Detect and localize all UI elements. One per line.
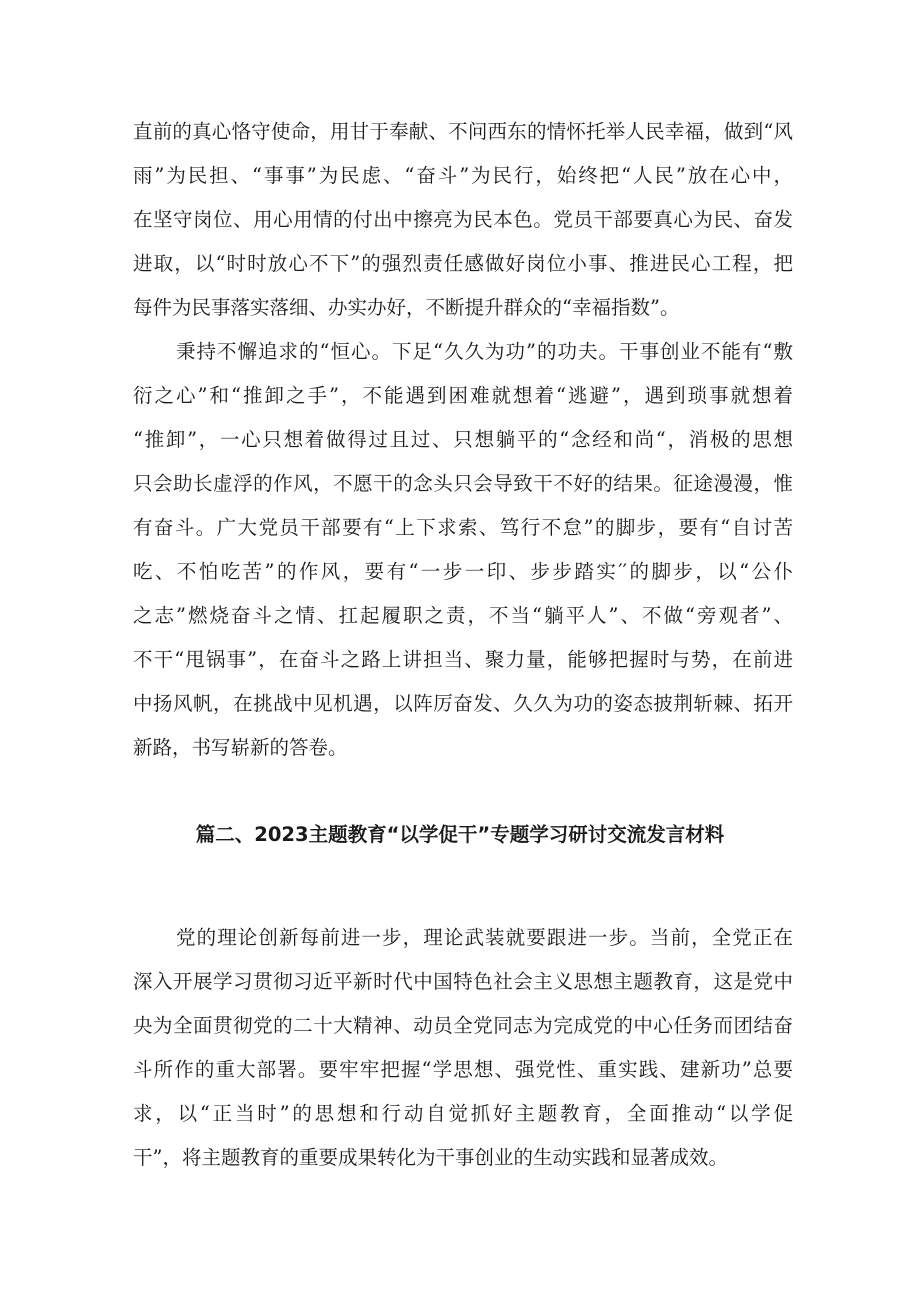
paragraph-line: 每件为民事落实落细、办实办好，不断提升群众的“幸福指数”。: [133, 296, 680, 319]
paragraph-line: 有奋斗。广大党员干部要有“上下求索、笃行不怠”的脚步，要有“自讨苦: [133, 516, 793, 539]
section-heading: 篇二、2023主题教育“以学促干”专题学习研讨交流发言材料: [195, 823, 725, 846]
paragraph-line: 深入开展学习贯彻习近平新时代中国特色社会主义思想主题教育，这是党中: [133, 970, 793, 993]
paragraph-line: 衍之心”和“推卸之手”，不能遇到困难就想着“逃避”，遇到琐事就想着: [133, 384, 793, 407]
paragraph-line: 在坚守岗位、用心用情的付出中擦亮为民本色。党员干部要真心为民、奋发: [133, 208, 793, 231]
paragraph-line: 斗所作的重大部署。要牢牢把握“学思想、强党性、重实践、建新功”总要: [133, 1058, 793, 1081]
paragraph-line: 进取，以“时时放心不下”的强烈责任感做好岗位小事、推进民心工程，把: [133, 252, 793, 275]
paragraph-line: 央为全面贯彻党的二十大精神、动员全党同志为完成党的中心任务而团结奋: [133, 1014, 793, 1037]
paragraph-line: “推卸”，一心只想着做得过且过、只想躺平的“念经和尚“，消极的思想: [133, 428, 793, 451]
paragraph-line: 吃、不怕吃苦”的作风，要有“一步一印、步步踏实′′的脚步，以“公仆: [133, 560, 793, 583]
paragraph-line: 求，以“正当时”的思想和行动自觉抓好主题教育，全面推动“以学促: [133, 1102, 793, 1125]
paragraph-line: 雨”为民担、“事事”为民虑、“奋斗”为民行，始终把“人民”放在心中，: [133, 164, 793, 187]
paragraph-line: 新路，书写崭新的答卷。: [133, 736, 348, 759]
paragraph-line: 只会助长虚浮的作风，不愿干的念头只会导致干不好的结果。征途漫漫，惟: [133, 472, 793, 495]
paragraph-line: 不干“甩锅事”，在奋斗之路上讲担当、聚力量，能够把握时与势，在前进: [133, 648, 793, 671]
paragraph-line: 之志”燃烧奋斗之情、扛起履职之责，不当“躺平人”、不做“旁观者”、: [133, 604, 793, 627]
paragraph-line: 干”，将主题教育的重要成果转化为干事创业的生动实践和显著成效。: [133, 1146, 728, 1169]
paragraph-line: 中扬风帆，在挑战中见机遇，以阵厉奋发、久久为功的姿态披荆斩棘、拓开: [133, 692, 793, 715]
paragraph-line: 直前的真心恪守使命，用甘于奉献、不问西东的情怀托举人民幸福，做到“风: [133, 120, 793, 143]
paragraph-line: 秉持不懈追求的“恒心。下足“久久为功”的功夫。干事创业不能有“敷: [176, 340, 793, 363]
paragraph-line: 党的理论创新每前进一步，理论武装就要跟进一步。当前，全党正在: [176, 926, 793, 949]
